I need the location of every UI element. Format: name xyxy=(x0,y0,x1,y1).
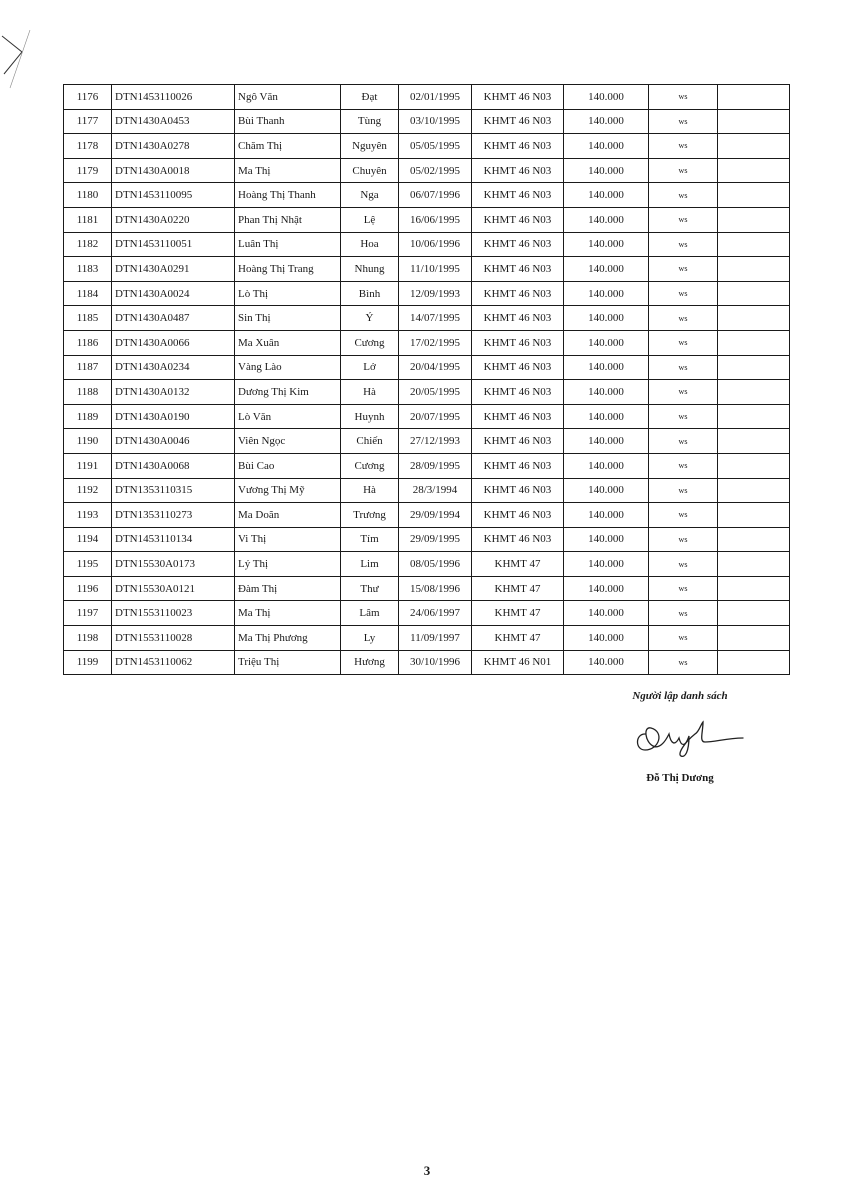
birth-date: 30/10/1996 xyxy=(399,650,472,675)
note-cell xyxy=(718,429,790,454)
row-number: 1192 xyxy=(64,478,112,503)
fee-amount: 140.000 xyxy=(564,626,649,651)
table-row xyxy=(64,85,790,110)
family-name: Luân Thị xyxy=(235,232,341,257)
fee-amount: 140.000 xyxy=(564,429,649,454)
fee-amount: 140.000 xyxy=(564,650,649,675)
fee-amount: 140.000 xyxy=(564,503,649,528)
student-id: DTN1453110062 xyxy=(112,650,235,675)
receipt-mark: ws xyxy=(649,429,718,454)
receipt-mark: ws xyxy=(649,380,718,405)
note-cell xyxy=(718,404,790,429)
birth-date: 17/02/1995 xyxy=(399,330,472,355)
row-number: 1187 xyxy=(64,355,112,380)
note-cell xyxy=(718,134,790,159)
receipt-mark: ws xyxy=(649,158,718,183)
fee-amount: 140.000 xyxy=(564,601,649,626)
row-number: 1198 xyxy=(64,626,112,651)
birth-date: 11/10/1995 xyxy=(399,257,472,282)
note-cell xyxy=(718,232,790,257)
class-name: KHMT 46 N03 xyxy=(472,380,564,405)
family-name: Đàm Thị xyxy=(235,576,341,601)
birth-date: 20/07/1995 xyxy=(399,404,472,429)
given-name: Nga xyxy=(341,183,399,208)
given-name: Tùng xyxy=(341,109,399,134)
row-number: 1196 xyxy=(64,576,112,601)
note-cell xyxy=(718,330,790,355)
class-name: KHMT 46 N03 xyxy=(472,527,564,552)
class-name: KHMT 46 N01 xyxy=(472,650,564,675)
receipt-mark: ws xyxy=(649,355,718,380)
receipt-mark: ws xyxy=(649,552,718,577)
given-name: Nhung xyxy=(341,257,399,282)
given-name: Huynh xyxy=(341,404,399,429)
note-cell xyxy=(718,650,790,675)
student-id: DTN1453110051 xyxy=(112,232,235,257)
note-cell xyxy=(718,552,790,577)
row-number: 1184 xyxy=(64,281,112,306)
birth-date: 29/09/1995 xyxy=(399,527,472,552)
receipt-mark: ws xyxy=(649,257,718,282)
birth-date: 05/05/1995 xyxy=(399,134,472,159)
given-name: Trương xyxy=(341,503,399,528)
fee-amount: 140.000 xyxy=(564,527,649,552)
class-name: KHMT 46 N03 xyxy=(472,355,564,380)
table-row xyxy=(64,503,790,528)
page-number: 3 xyxy=(423,1163,431,1178)
class-name: KHMT 47 xyxy=(472,576,564,601)
table-row xyxy=(64,207,790,232)
receipt-mark: ws xyxy=(649,453,718,478)
family-name: Ma Xuân xyxy=(235,330,341,355)
class-name: KHMT 46 N03 xyxy=(472,306,564,331)
receipt-mark: ws xyxy=(649,281,718,306)
table-row xyxy=(64,650,790,675)
table-row xyxy=(64,429,790,454)
table-row xyxy=(64,306,790,331)
row-number: 1177 xyxy=(64,109,112,134)
note-cell xyxy=(718,158,790,183)
given-name: Chuyên xyxy=(341,158,399,183)
table-row xyxy=(64,453,790,478)
note-cell xyxy=(718,626,790,651)
birth-date: 28/3/1994 xyxy=(399,478,472,503)
table-row xyxy=(64,552,790,577)
handwritten-signature xyxy=(615,712,745,760)
class-name: KHMT 46 N03 xyxy=(472,503,564,528)
receipt-mark: ws xyxy=(649,207,718,232)
table-body xyxy=(64,85,790,675)
student-id: DTN1430A0190 xyxy=(112,404,235,429)
scan-edge-mark xyxy=(0,30,40,90)
note-cell xyxy=(718,503,790,528)
class-name: KHMT 46 N03 xyxy=(472,134,564,159)
signature-caption: Người lập danh sách xyxy=(632,690,728,702)
receipt-mark: ws xyxy=(649,109,718,134)
table-row xyxy=(64,183,790,208)
family-name: Ma Doãn xyxy=(235,503,341,528)
receipt-mark: ws xyxy=(649,330,718,355)
given-name: Lở xyxy=(341,355,399,380)
student-id: DTN1430A0046 xyxy=(112,429,235,454)
class-name: KHMT 46 N03 xyxy=(472,330,564,355)
birth-date: 02/01/1995 xyxy=(399,85,472,110)
note-cell xyxy=(718,207,790,232)
receipt-mark: ws xyxy=(649,503,718,528)
student-id: DTN1353110273 xyxy=(112,503,235,528)
student-id: DTN1430A0024 xyxy=(112,281,235,306)
row-number: 1181 xyxy=(64,207,112,232)
class-name: KHMT 46 N03 xyxy=(472,232,564,257)
student-id: DTN1430A0066 xyxy=(112,330,235,355)
family-name: Vương Thị Mỹ xyxy=(235,478,341,503)
table-row xyxy=(64,158,790,183)
table-row xyxy=(64,281,790,306)
note-cell xyxy=(718,601,790,626)
class-name: KHMT 46 N03 xyxy=(472,281,564,306)
fee-amount: 140.000 xyxy=(564,355,649,380)
fee-amount: 140.000 xyxy=(564,330,649,355)
given-name: Tím xyxy=(341,527,399,552)
note-cell xyxy=(718,281,790,306)
fee-amount: 140.000 xyxy=(564,257,649,282)
fee-amount: 140.000 xyxy=(564,207,649,232)
student-id: DTN1430A0068 xyxy=(112,453,235,478)
table-row xyxy=(64,527,790,552)
given-name: Lâm xyxy=(341,601,399,626)
class-name: KHMT 46 N03 xyxy=(472,183,564,208)
birth-date: 08/05/1996 xyxy=(399,552,472,577)
receipt-mark: ws xyxy=(649,134,718,159)
class-name: KHMT 46 N03 xyxy=(472,207,564,232)
family-name: Lò Văn xyxy=(235,404,341,429)
class-name: KHMT 46 N03 xyxy=(472,429,564,454)
family-name: Viên Ngọc xyxy=(235,429,341,454)
birth-date: 11/09/1997 xyxy=(399,626,472,651)
note-cell xyxy=(718,183,790,208)
receipt-mark: ws xyxy=(649,576,718,601)
birth-date: 12/09/1993 xyxy=(399,281,472,306)
student-id: DTN1430A0018 xyxy=(112,158,235,183)
given-name: Thư xyxy=(341,576,399,601)
given-name: Nguyên xyxy=(341,134,399,159)
birth-date: 10/06/1996 xyxy=(399,232,472,257)
birth-date: 03/10/1995 xyxy=(399,109,472,134)
fee-amount: 140.000 xyxy=(564,134,649,159)
birth-date: 14/07/1995 xyxy=(399,306,472,331)
signature-block xyxy=(600,690,760,784)
note-cell xyxy=(718,355,790,380)
row-number: 1197 xyxy=(64,601,112,626)
row-number: 1178 xyxy=(64,134,112,159)
class-name: KHMT 47 xyxy=(472,601,564,626)
fee-amount: 140.000 xyxy=(564,404,649,429)
class-name: KHMT 46 N03 xyxy=(472,85,564,110)
class-name: KHMT 46 N03 xyxy=(472,158,564,183)
fee-amount: 140.000 xyxy=(564,232,649,257)
row-number: 1190 xyxy=(64,429,112,454)
receipt-mark: ws xyxy=(649,232,718,257)
family-name: Ma Thị xyxy=(235,601,341,626)
family-name: Triệu Thị xyxy=(235,650,341,675)
birth-date: 20/04/1995 xyxy=(399,355,472,380)
row-number: 1194 xyxy=(64,527,112,552)
student-id: DTN1430A0453 xyxy=(112,109,235,134)
student-id: DTN1453110095 xyxy=(112,183,235,208)
given-name: Hương xyxy=(341,650,399,675)
class-name: KHMT 47 xyxy=(472,626,564,651)
family-name: Lò Thị xyxy=(235,281,341,306)
receipt-mark: ws xyxy=(649,478,718,503)
given-name: Hà xyxy=(341,380,399,405)
family-name: Hoàng Thị Trang xyxy=(235,257,341,282)
student-id: DTN1430A0278 xyxy=(112,134,235,159)
class-name: KHMT 47 xyxy=(472,552,564,577)
family-name: Sin Thị xyxy=(235,306,341,331)
birth-date: 15/08/1996 xyxy=(399,576,472,601)
note-cell xyxy=(718,527,790,552)
family-name: Vi Thị xyxy=(235,527,341,552)
table-row xyxy=(64,478,790,503)
family-name: Chăm Thị xyxy=(235,134,341,159)
note-cell xyxy=(718,576,790,601)
class-name: KHMT 46 N03 xyxy=(472,478,564,503)
fee-amount: 140.000 xyxy=(564,306,649,331)
note-cell xyxy=(718,453,790,478)
row-number: 1176 xyxy=(64,85,112,110)
row-number: 1195 xyxy=(64,552,112,577)
family-name: Ngô Văn xyxy=(235,85,341,110)
family-name: Bùi Cao xyxy=(235,453,341,478)
table-row xyxy=(64,109,790,134)
given-name: Hà xyxy=(341,478,399,503)
receipt-mark: ws xyxy=(649,306,718,331)
birth-date: 27/12/1993 xyxy=(399,429,472,454)
row-number: 1199 xyxy=(64,650,112,675)
given-name: Ý xyxy=(341,306,399,331)
note-cell xyxy=(718,380,790,405)
table-row xyxy=(64,380,790,405)
row-number: 1185 xyxy=(64,306,112,331)
student-id: DTN1430A0487 xyxy=(112,306,235,331)
row-number: 1189 xyxy=(64,404,112,429)
receipt-mark: ws xyxy=(649,626,718,651)
given-name: Cương xyxy=(341,330,399,355)
row-number: 1183 xyxy=(64,257,112,282)
student-id: DTN1430A0220 xyxy=(112,207,235,232)
family-name: Lý Thị xyxy=(235,552,341,577)
fee-amount: 140.000 xyxy=(564,453,649,478)
receipt-mark: ws xyxy=(649,601,718,626)
class-name: KHMT 46 N03 xyxy=(472,404,564,429)
given-name: Lim xyxy=(341,552,399,577)
family-name: Vàng Lào xyxy=(235,355,341,380)
table-row xyxy=(64,330,790,355)
student-id: DTN1553110023 xyxy=(112,601,235,626)
given-name: Hoa xyxy=(341,232,399,257)
receipt-mark: ws xyxy=(649,404,718,429)
note-cell xyxy=(718,478,790,503)
fee-amount: 140.000 xyxy=(564,109,649,134)
note-cell xyxy=(718,257,790,282)
fee-amount: 140.000 xyxy=(564,158,649,183)
student-id: DTN1430A0291 xyxy=(112,257,235,282)
given-name: Chiến xyxy=(341,429,399,454)
family-name: Ma Thị xyxy=(235,158,341,183)
student-id: DTN15530A0173 xyxy=(112,552,235,577)
row-number: 1180 xyxy=(64,183,112,208)
receipt-mark: ws xyxy=(649,183,718,208)
fee-amount: 140.000 xyxy=(564,281,649,306)
student-fee-table xyxy=(63,84,790,675)
birth-date: 20/05/1995 xyxy=(399,380,472,405)
table-row xyxy=(64,134,790,159)
class-name: KHMT 46 N03 xyxy=(472,257,564,282)
receipt-mark: ws xyxy=(649,527,718,552)
birth-date: 29/09/1994 xyxy=(399,503,472,528)
note-cell xyxy=(718,306,790,331)
student-id: DTN1453110134 xyxy=(112,527,235,552)
class-name: KHMT 46 N03 xyxy=(472,109,564,134)
table-row xyxy=(64,404,790,429)
birth-date: 16/06/1995 xyxy=(399,207,472,232)
table-row xyxy=(64,355,790,380)
class-name: KHMT 46 N03 xyxy=(472,453,564,478)
birth-date: 28/09/1995 xyxy=(399,453,472,478)
signatory-name: Đỗ Thị Dương xyxy=(646,772,714,784)
fee-amount: 140.000 xyxy=(564,576,649,601)
given-name: Ly xyxy=(341,626,399,651)
receipt-mark: ws xyxy=(649,85,718,110)
row-number: 1193 xyxy=(64,503,112,528)
family-name: Dương Thị Kim xyxy=(235,380,341,405)
birth-date: 24/06/1997 xyxy=(399,601,472,626)
table-row xyxy=(64,626,790,651)
fee-amount: 140.000 xyxy=(564,183,649,208)
given-name: Bình xyxy=(341,281,399,306)
student-id: DTN1553110028 xyxy=(112,626,235,651)
table-row xyxy=(64,576,790,601)
row-number: 1191 xyxy=(64,453,112,478)
given-name: Lệ xyxy=(341,207,399,232)
row-number: 1179 xyxy=(64,158,112,183)
family-name: Phan Thị Nhật xyxy=(235,207,341,232)
student-id: DTN1353110315 xyxy=(112,478,235,503)
fee-amount: 140.000 xyxy=(564,478,649,503)
family-name: Hoàng Thị Thanh xyxy=(235,183,341,208)
birth-date: 05/02/1995 xyxy=(399,158,472,183)
birth-date: 06/07/1996 xyxy=(399,183,472,208)
student-id: DTN1430A0132 xyxy=(112,380,235,405)
fee-amount: 140.000 xyxy=(564,552,649,577)
table-row xyxy=(64,257,790,282)
given-name: Cương xyxy=(341,453,399,478)
row-number: 1182 xyxy=(64,232,112,257)
row-number: 1186 xyxy=(64,330,112,355)
table-row xyxy=(64,601,790,626)
row-number: 1188 xyxy=(64,380,112,405)
family-name: Ma Thị Phương xyxy=(235,626,341,651)
table-row xyxy=(64,232,790,257)
receipt-mark: ws xyxy=(649,650,718,675)
family-name: Bùi Thanh xyxy=(235,109,341,134)
student-id: DTN1430A0234 xyxy=(112,355,235,380)
student-id: DTN15530A0121 xyxy=(112,576,235,601)
fee-amount: 140.000 xyxy=(564,85,649,110)
note-cell xyxy=(718,85,790,110)
given-name: Đạt xyxy=(341,85,399,110)
student-id: DTN1453110026 xyxy=(112,85,235,110)
note-cell xyxy=(718,109,790,134)
fee-amount: 140.000 xyxy=(564,380,649,405)
